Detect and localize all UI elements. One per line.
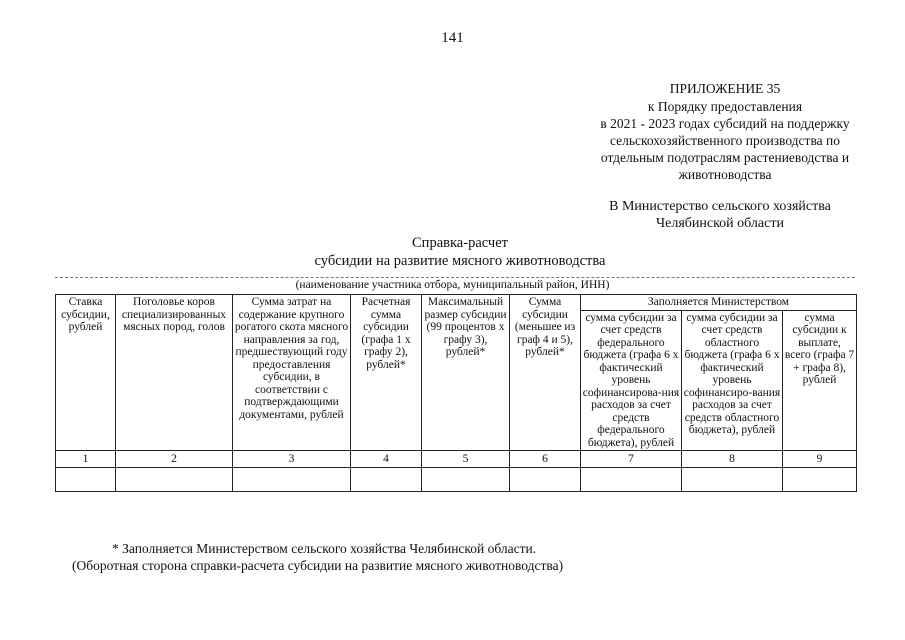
header-cell: Поголовье коров специализированных мясных пород, голов <box>116 295 233 451</box>
header-cell: сумма субсидии за счет средств областного бюджета (графа 6 х фактический уровень софинансиро-вания расходов за счет средств областного бюджета), рублей <box>682 310 783 451</box>
document-title-line: субсидии на развитие мясного животноводства <box>314 253 606 269</box>
header-cell: Сумма затрат на содержание крупного рогатого скота мясного направления за год, предшествующий году предоставления субсидии, в соответствии с подтверждающими документами, рублей <box>233 295 351 451</box>
appendix-line: животноводства <box>678 167 772 182</box>
data-cell[interactable] <box>783 467 857 491</box>
header-cell: Максимальный размер субсидии (99 процентов х графу 3), рублей* <box>422 295 510 451</box>
recipient-line: Челябинской области <box>656 216 784 231</box>
recipient-block <box>560 198 880 232</box>
appendix-line: сельскохозяйственного производства по <box>609 133 840 148</box>
data-cell[interactable] <box>351 467 422 491</box>
data-entry-row <box>56 467 857 491</box>
data-cell[interactable] <box>422 467 510 491</box>
appendix-line: в 2021 - 2023 годах субсидий на поддержку <box>600 116 850 131</box>
header-cell: сумма субсидии за счет средств федерального бюджета (графа 6 х фактический уровень софинансирова-ния расходов за счет средств федерального бюджета), рублей <box>581 310 682 451</box>
appendix-line: отдельным подотраслям растениеводства и <box>600 150 850 165</box>
header-cell: Ставка субсидии, рублей <box>56 295 116 451</box>
column-number: 4 <box>351 451 422 468</box>
data-cell[interactable] <box>682 467 783 491</box>
column-number-row <box>56 451 857 468</box>
data-cell[interactable] <box>233 467 351 491</box>
column-number: 9 <box>783 451 857 468</box>
column-number: 3 <box>233 451 351 468</box>
subsidy-calculation-table <box>55 294 857 492</box>
reverse-side-note: (Оборотная сторона справки-расчета субсидии на развитие мясного животноводства) <box>72 558 564 573</box>
header-cell: Расчетная сумма субсидии (графа 1 х графу 2), рублей* <box>351 295 422 451</box>
data-cell[interactable] <box>56 467 116 491</box>
header-row <box>56 295 857 311</box>
document-title-line: Справка-расчет <box>412 235 508 251</box>
data-cell[interactable] <box>116 467 233 491</box>
appendix-line: к Порядку предоставления <box>647 99 803 114</box>
header-cell: Сумма субсидии (меньшее из граф 4 и 5), рублей* <box>510 295 581 451</box>
column-number: 2 <box>116 451 233 468</box>
column-number: 5 <box>422 451 510 468</box>
header-cell: сумма субсидии к выплате, всего (графа 7 + графа 8), рублей <box>783 310 857 451</box>
column-number: 1 <box>56 451 116 468</box>
appendix-title: ПРИЛОЖЕНИЕ 35 <box>669 81 781 96</box>
participant-caption: (наименование участника отбора, муниципальный район, ИНН) <box>295 279 610 291</box>
footnote: * Заполняется Министерством сельского хозяйства Челябинской области. <box>112 541 537 556</box>
ministry-group-header: Заполняется Министерством <box>581 295 857 311</box>
column-number: 8 <box>682 451 783 468</box>
page-number: 141 <box>441 30 464 46</box>
recipient-line: В Министерство сельского хозяйства <box>609 199 831 214</box>
participant-fill-line[interactable] <box>55 277 855 278</box>
data-cell[interactable] <box>510 467 581 491</box>
column-number: 6 <box>510 451 581 468</box>
data-cell[interactable] <box>581 467 682 491</box>
column-number: 7 <box>581 451 682 468</box>
document-title <box>230 234 690 270</box>
